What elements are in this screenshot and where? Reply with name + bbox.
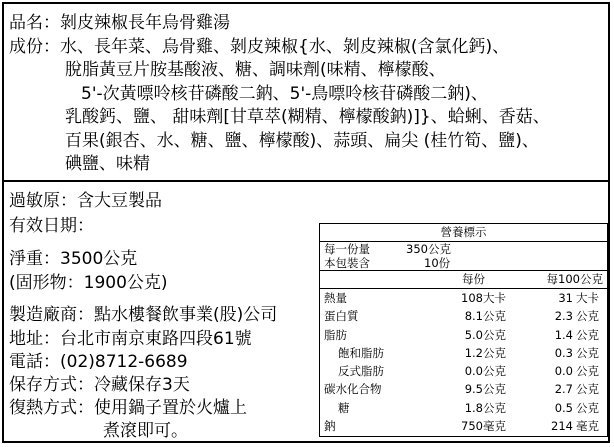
solids-weight-text: (固形物：1900公克) — [9, 273, 168, 293]
ingredients-line: 5'-次黃嘌呤核苷磷酸二鈉、5'-鳥嘌呤核苷磷酸二鈉)、 — [81, 83, 488, 104]
nutrient-row — [320, 326, 607, 344]
ingredients-line: 百果(銀杏、水、糖、鹽、檸檬酸)、蒜頭、扁尖 (桂竹筍、鹽)、 — [65, 130, 539, 151]
per-100g-unit: 公克 — [576, 382, 599, 397]
per-100g-unit: 公克 — [576, 309, 599, 324]
nutrition-rows — [320, 289, 607, 435]
ingredients-line: 脫脂黃豆片胺基酸液、糖、調味劑(味精、檸檬酸、 — [65, 60, 446, 80]
per-100g-unit: 公克 — [576, 364, 599, 379]
per-100g-value: 1.4 — [554, 327, 573, 342]
per-serving-unit: 公克 — [483, 327, 506, 342]
nutrient-row — [320, 307, 607, 325]
phone-text: 電話：(02)8712-6689 — [9, 352, 188, 372]
per-100g-value: 214 — [551, 419, 573, 434]
per-100g-unit: 大卡 — [576, 291, 599, 305]
section-divider — [4, 180, 608, 182]
per-100g-unit: 公克 — [576, 327, 599, 342]
per-100g-value: 2.3 — [554, 309, 573, 324]
serving-size-label: 每一份量 — [324, 242, 370, 256]
ingredients-line: 乳酸鈣、鹽、 甜味劑[甘草萃(糊精、檸檬酸鈉)]}、蛤蜊、香菇、 — [65, 107, 550, 127]
product-name: 品名：剝皮辣椒長年烏骨雞湯 — [9, 13, 230, 33]
nutrition-column-header — [320, 271, 607, 289]
servings-per-pack-value: 10份 — [424, 256, 451, 270]
per-serving-unit: 大卡 — [483, 291, 506, 305]
servings-per-pack-row — [320, 256, 607, 271]
per-serving-value: 1.8 — [464, 400, 483, 415]
per-serving-value: 0.0 — [464, 364, 483, 379]
per-serving-unit: 公克 — [483, 309, 506, 324]
per-100g-value: 0.0 — [554, 364, 573, 379]
per-serving-value: 9.5 — [464, 382, 483, 397]
per-100g-value: 0.5 — [554, 400, 573, 415]
nutrient-row — [320, 380, 607, 398]
per-100g-value: 2.7 — [554, 382, 573, 397]
per-serving-value: 5.0 — [464, 327, 483, 342]
per-serving-header: 每份 — [462, 272, 485, 286]
nutrition-table — [319, 223, 608, 437]
per-100g-value: 0.3 — [554, 345, 573, 360]
per-serving-value: 8.1 — [464, 309, 483, 324]
per-100g-unit: 公克 — [576, 400, 599, 415]
per-serving-unit: 毫克 — [483, 419, 506, 434]
nutrient-name: 糖 — [338, 400, 350, 415]
per-serving-unit: 公克 — [483, 382, 506, 397]
nutrient-name: 脂肪 — [324, 327, 347, 342]
net-weight-text: 淨重：3500公克 — [9, 249, 138, 269]
servings-per-pack-label: 本包裝含 — [324, 256, 370, 270]
nutrient-name: 蛋白質 — [324, 309, 359, 324]
per-serving-unit: 公克 — [483, 364, 506, 379]
per-100g-unit: 公克 — [576, 345, 599, 360]
per-100g-header: 每100公克 — [546, 272, 603, 286]
address-text: 地址：台北市南京東路四段61號 — [9, 329, 252, 349]
nutrient-row — [320, 417, 607, 435]
nutrient-name: 鈉 — [324, 419, 336, 434]
nutrient-row — [320, 289, 607, 307]
nutrition-title: 營養標示 — [320, 224, 607, 242]
per-serving-unit: 公克 — [483, 345, 506, 360]
ingredients-block — [9, 12, 609, 177]
serving-size-value: 350公克 — [406, 242, 451, 256]
per-serving-value: 750 — [461, 419, 483, 434]
nutrient-name: 反式脂肪 — [338, 364, 384, 379]
reheat-text-continued: 煮滾即可。 — [103, 421, 188, 441]
per-100g-unit: 毫克 — [576, 419, 599, 434]
per-serving-value: 108 — [461, 291, 483, 305]
serving-size-row — [320, 242, 607, 256]
nutrient-row — [320, 344, 607, 362]
food-label — [2, 2, 610, 443]
nutrient-name: 飽和脂肪 — [338, 345, 384, 360]
expiry-date-text: 有效日期： — [9, 216, 94, 236]
storage-text: 保存方式：冷藏保存3天 — [9, 375, 190, 395]
nutrient-row — [320, 399, 607, 417]
ingredients-line: 碘鹽、味精 — [65, 154, 150, 174]
nutrient-name: 碳水化合物 — [324, 382, 382, 397]
reheat-text: 復熱方式：使用鍋子置於火爐上 — [9, 398, 247, 418]
ingredients-line: 成份：水、長年菜、烏骨雞、剝皮辣椒{水、剝皮辣椒(含氯化鈣)、 — [9, 36, 510, 57]
manufacturer-text: 製造廠商：點水樓餐飲事業(股)公司 — [9, 305, 278, 325]
per-serving-unit: 公克 — [483, 400, 506, 415]
per-serving-value: 1.2 — [464, 345, 483, 360]
nutrient-name: 熱量 — [324, 291, 347, 305]
allergen-text: 過敏原：含大豆製品 — [9, 191, 162, 211]
nutrient-row — [320, 362, 607, 380]
per-100g-value: 31 — [558, 291, 573, 305]
